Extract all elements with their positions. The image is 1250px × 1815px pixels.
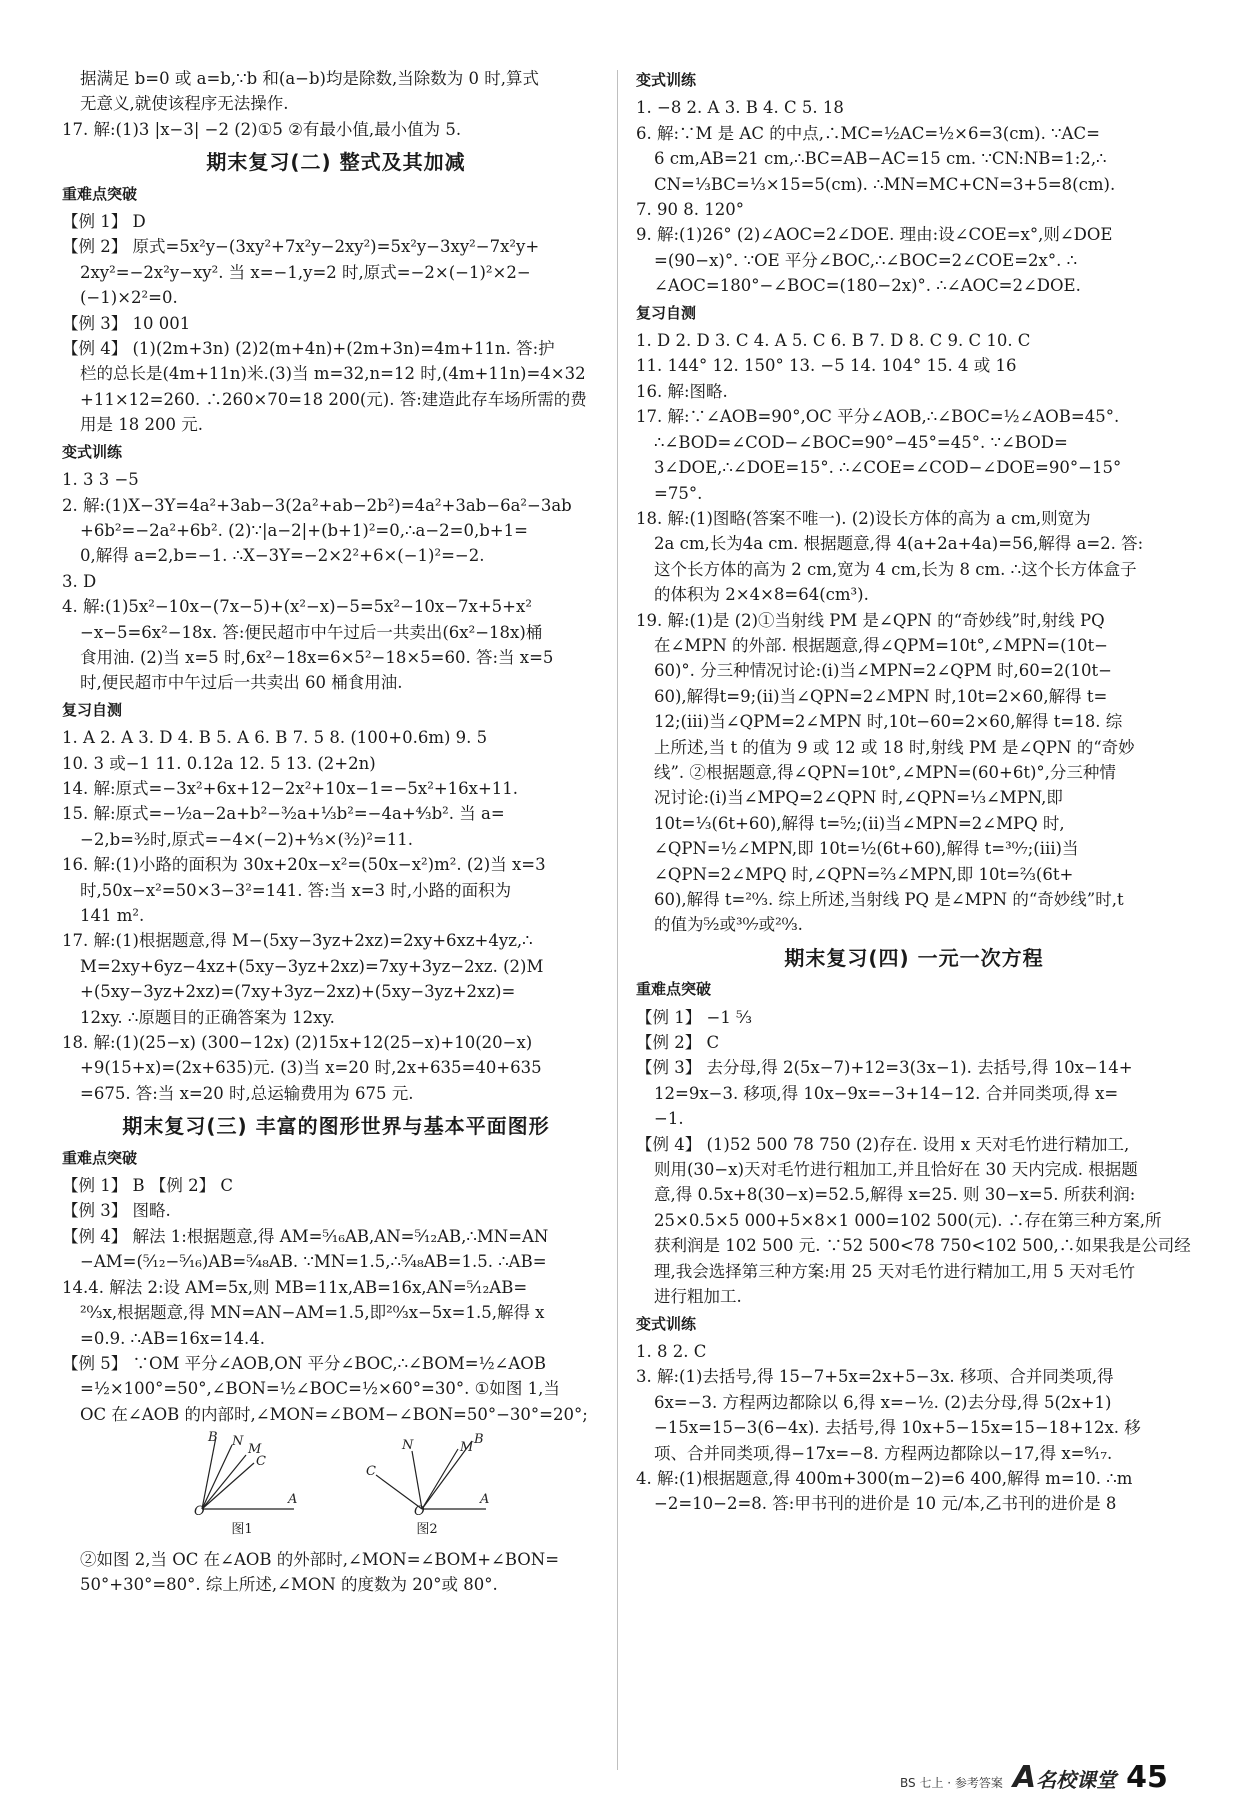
text-line: 14.4. 解法 2:设 AM=5x,则 MB=11x,AB=16x,AN=⁵⁄₁₂AB= (62, 1277, 528, 1297)
text-line: 16. 解:(1)小路的面积为 30x+20x−x²=(50x−x²)m². (2)当 x=3 (62, 855, 546, 875)
text-line: 进行粗加工. (654, 1287, 742, 1307)
text-line: 141 m². (80, 906, 145, 925)
svg-text:A: A (288, 1492, 298, 1508)
brand-name: 名校课堂 (1036, 1768, 1117, 1792)
text-line: −AM=(⁵⁄₁₂−⁵⁄₁₆)AB=⁵⁄₄₈AB. ∵MN=1.5,∴⁵⁄₄₈AB=1.5. ∴AB= (80, 1252, 547, 1272)
text-line: 时,便民超市中午过后一共卖出 60 桶食用油. (80, 673, 403, 693)
text-line: 10. 3 或−1 11. 0.12a 12. 5 13. (2+2n) (62, 753, 376, 773)
text-line: −15x=15−3(6−4x). 去括号,得 10x+5−15x=15−18+12x. 移 (654, 1418, 1141, 1438)
tests-list-3 (636, 328, 1192, 938)
text-line: +6b²=−2a²+6b². (2)∵|a−2|+(b+1)²=0,∴a−2=0,b+1= (80, 520, 528, 540)
text-line: 2. 解:(1)X−3Y=4a²+3ab−3(2a²+ab−2b²)=4a²+3ab−6a²−3ab (62, 495, 572, 515)
brand-letter: A (1012, 1760, 1037, 1795)
text-line: 1. A 2. A 3. D 4. B 5. A 6. B 7. 5 8. (100+0.6m) 9. 5 (62, 728, 488, 748)
text-line: 16. 解:图略. (636, 381, 728, 401)
figure-1-diagram (182, 1431, 302, 1517)
text-line: ²⁰⁄₃x,根据题意,得 MN=AN−AM=1.5,即²⁰⁄₃x−5x=1.5,解得 x (80, 1303, 545, 1323)
text-line: 的值为⁵⁄₂或³⁰⁄₇或²⁰⁄₃. (654, 915, 803, 935)
text-line: ∠QPN=½∠MPN,即 10t=½(6t+60),解得 t=³⁰⁄₇;(ⅲ)当 (654, 839, 1079, 859)
svg-text:O: O (414, 1504, 425, 1518)
text-line: 15. 解:原式=−½a−2a+b²−³⁄₂a+⅓b²=−4a+⁴⁄₃b². 当 a= (62, 804, 505, 824)
subheading-self-test-3: 复习自测 (636, 303, 697, 322)
text-line: =675. 答:当 x=20 时,总运输费用为 675 元. (80, 1083, 414, 1103)
text-line: =(90−x)°. ∵OE 平分∠BOC,∴∠BOC=2∠COE=2x°. ∴ (654, 250, 1078, 270)
svg-text:B: B (474, 1432, 484, 1448)
text-line: 1. −8 2. A 3. B 4. C 5. 18 (636, 98, 844, 118)
text-line: ∠AOC=180°−∠BOC=(180−2x)°. ∴∠AOC=2∠DOE. (654, 276, 1081, 296)
text-line: −x−5=6x²−18x. 答:便民超市中午过后一共卖出(6x²−18x)桶 (80, 622, 543, 642)
text-line: 12;(ⅲ)当∠QPM=2∠MPN 时,10t−60=2×60,解得 t=18. 综 (654, 712, 1123, 732)
figure-2 (362, 1431, 492, 1542)
text-line: 项、合并同类项,得−17x=−8. 方程两边都除以−17,得 x=⁸⁄₁₇. (654, 1443, 1113, 1463)
text-line: ∴∠BOD=∠COD−∠BOC=90°−45°=45°. ∵∠BOD= (654, 432, 1068, 452)
text-line: 【例 1】 −1 ⁵⁄₃ (636, 1007, 753, 1027)
text-line: 无意义,就使该程序无法操作. (80, 94, 289, 114)
subheading-variant-training-4: 变式训练 (636, 1314, 697, 1333)
text-line: 意,得 0.5x+8(30−x)=52.5,解得 x=25. 则 30−x=5. 所获利润: (654, 1185, 1136, 1205)
subheading-variant-training: 变式训练 (62, 442, 123, 461)
svg-text:C: C (366, 1464, 376, 1480)
svg-text:M: M (248, 1442, 262, 1458)
text-line: 【例 3】 10 001 (62, 313, 191, 333)
example-5-conclusion (62, 1547, 610, 1598)
text-line: 【例 1】 B 【例 2】 C (62, 1176, 233, 1196)
text-line: M=2xy+6yz−4xz+(5xy−3yz+2xz)=7xy+3yz−2xz. (2)M (80, 956, 544, 976)
text-line: 0,解得 a=2,b=−1. ∴X−3Y=−2×2²+6×(−1)²=−2. (80, 546, 485, 566)
text-line: 【例 3】 图略. (62, 1201, 171, 1221)
figure-2-label: 图2 (416, 1522, 438, 1538)
text-line: 18. 解:(1)(25−x) (300−12x) (2)15x+12(25−x)+10(20−x) (62, 1033, 533, 1053)
text-line: 【例 4】 解法 1:根据题意,得 AM=⁵⁄₁₆AB,AN=⁵⁄₁₂AB,∴MN=AN (62, 1226, 549, 1246)
tests-list (62, 725, 610, 1106)
text-line: 则用(30−x)天对毛竹进行粗加工,并且恰好在 30 天内完成. 根据题 (654, 1160, 1138, 1180)
text-line: 况讨论:(ⅰ)当∠MPQ=2∠QPN 时,∠QPN=⅓∠MPN,即 (654, 788, 1063, 808)
examples-list-3 (62, 1173, 610, 1427)
brand-logo (1013, 1760, 1116, 1795)
text-line: +11×12=260. ∴260×70=18 200(元). 答:建造此存车场所需的费 (80, 389, 587, 409)
column-divider (617, 70, 618, 1770)
text-line: 1. 3 3 −5 (62, 470, 139, 490)
text-line: 【例 3】 去分母,得 2(5x−7)+12=3(3x−1). 去括号,得 10x−14+ (636, 1058, 1133, 1078)
subheading-key-points-3: 重难点突破 (62, 1148, 138, 1167)
text-line: 的体积为 2×4×8=64(cm³). (654, 585, 869, 605)
text-line: 食用油. (2)当 x=5 时,6x²−18x=6×5²−18×5=60. 答:当 x=5 (80, 647, 554, 667)
text-line: 60)°. 分三种情况讨论:(ⅰ)当∠MPN=2∠QPM 时,60=2(10t− (654, 661, 1113, 681)
variants-list-3 (636, 95, 1192, 298)
text-line: 【例 2】 原式=5x²y−(3xy²+7x²y−2xy²)=5x²y−3xy²−7x²y+ (62, 237, 540, 257)
text-line: 25×0.5×5 000+5×8×1 000=102 500(元). ∴存在第三种方案,所 (654, 1210, 1162, 1230)
svg-text:N: N (232, 1434, 244, 1450)
figure-1-label: 图1 (231, 1522, 253, 1538)
right-column (636, 66, 1192, 1517)
svg-text:O: O (194, 1504, 205, 1518)
text-line: 9. 解:(1)26° (2)∠AOC=2∠DOE. 理由:设∠COE=x°,则∠DOE (636, 225, 1113, 245)
text-line: 3. D (62, 571, 97, 591)
text-line: 线”. ②根据题意,得∠QPN=10t°,∠MPN=(60+6t)°,分三种情 (654, 762, 1116, 782)
text-line: 10t=⅓(6t+60),解得 t=⁵⁄₂;(ⅱ)当∠MPN=2∠MPQ 时, (654, 813, 1065, 833)
text-line: −2,b=³⁄₂时,原式=−4×(−2)+⁴⁄₃×(³⁄₂)²=11. (80, 829, 414, 849)
variants-list-4 (636, 1339, 1192, 1517)
page-number: 45 (1126, 1760, 1168, 1795)
text-line: 【例 5】 ∵OM 平分∠AOB,ON 平分∠BOC,∴∠BOM=½∠AOB (62, 1353, 546, 1373)
svg-text:N: N (402, 1438, 414, 1454)
text-line: 4. 解:(1)5x²−10x−(7x−5)+(x²−x)−5=5x²−10x−7x+5+x² (62, 597, 532, 617)
variants-list (62, 467, 610, 696)
text-line: 12xy. ∴原题目的正确答案为 12xy. (80, 1007, 335, 1027)
text-line: ∠QPN=2∠MPQ 时,∠QPN=⅔∠MPN,即 10t=⅔(6t+ (654, 864, 1074, 884)
text-line: =75°. (654, 483, 703, 503)
text-line: CN=⅓BC=⅓×15=5(cm). ∴MN=MC+CN=3+5=8(cm). (654, 174, 1116, 194)
text-line: 6 cm,AB=21 cm,∴BC=AB−AC=15 cm. ∵CN:NB=1:2,∴ (654, 149, 1107, 169)
text-line: 14. 解:原式=−3x²+6x+12−2x²+10x−1=−5x²+16x+11. (62, 778, 519, 798)
text-line: 60),解得 t=²⁰⁄₃. 综上所述,当射线 PQ 是∠MPN 的“奇妙线”时,t (654, 890, 1124, 909)
text-line: 18. 解:(1)图略(答案不唯一). (2)设长方体的高为 a cm,则宽为 (636, 508, 1091, 528)
text-line: OC 在∠AOB 的内部时,∠MON=∠BOM−∠BON=50°−30°=20°; (80, 1404, 588, 1424)
subheading-key-points-4: 重难点突破 (636, 980, 712, 999)
text-line: 获利润是 102 500 元. ∵52 500<78 750<102 500,∴如果我是公司经 (654, 1236, 1191, 1256)
text-line: 4. 解:(1)根据题意,得 400m+300(m−2)=6 400,解得 m=10. ∴m (636, 1468, 1133, 1488)
q17-prev: 17. 解:(1)3 |x−3| −2 (2)①5 ②有最小值,最小值为 5. (62, 119, 462, 139)
text-line: −1. (654, 1109, 684, 1129)
text-line: 3. 解:(1)去括号,得 15−7+5x=2x+5−3x. 移项、合并同类项,得 (636, 1367, 1114, 1387)
left-column (62, 66, 610, 1597)
text-line: 据满足 b=0 或 a=b,∵b 和(a−b)均是除数,当除数为 0 时,算式 (80, 69, 539, 88)
text-line: 理,我会选择第三种方案:用 25 天对毛竹进行精加工,用 5 天对毛竹 (654, 1261, 1136, 1281)
footer-note: BS 七上 · 参考答案 (900, 1776, 1003, 1790)
examples-list-4 (636, 1005, 1192, 1310)
text-line: 栏的总长是(4m+11n)米.(3)当 m=32,n=12 时,(4m+11n)=4×32 (80, 364, 586, 384)
text-line: 50°+30°=80°. 综上所述,∠MON 的度数为 20°或 80°. (80, 1574, 498, 1594)
text-line: 6x=−3. 方程两边都除以 6,得 x=−½. (2)去分母,得 5(2x+1) (654, 1392, 1112, 1412)
text-line: 12=9x−3. 移项,得 10x−9x=−3+14−12. 合并同类项,得 x= (654, 1083, 1119, 1103)
text-line: 7. 90 8. 120° (636, 200, 744, 220)
text-line: 11. 144° 12. 150° 13. −5 14. 104° 15. 4 或 16 (636, 356, 1017, 376)
examples-list (62, 209, 610, 438)
text-line: 6. 解:∵M 是 AC 的中点,∴MC=½AC=½×6=3(cm). ∵AC= (636, 123, 1100, 143)
text-line: 1. 8 2. C (636, 1341, 707, 1361)
figure-1 (182, 1431, 302, 1542)
text-line: (−1)×2²=0. (80, 288, 178, 308)
text-line: 17. 解:(1)根据题意,得 M−(5xy−3yz+2xz)=2xy+6xz+4yz,∴ (62, 931, 533, 951)
text-line: 2a cm,长为4a cm. 根据题意,得 4(a+2a+4a)=56,解得 a=2. 答: (654, 534, 1144, 554)
text-line: =½×100°=50°,∠BON=½∠BOC=½×60°=30°. ①如图 1,当 (80, 1379, 560, 1399)
text-line: =0.9. ∴AB=16x=14.4. (80, 1328, 266, 1348)
section-title-3: 期末复习(三) 丰富的图形世界与基本平面图形 (122, 1114, 550, 1139)
angle-figures (62, 1431, 610, 1542)
subheading-self-test: 复习自测 (62, 700, 123, 719)
subheading-key-points: 重难点突破 (62, 184, 138, 203)
text-line: +9(15+x)=(2x+635)元. (3)当 x=20 时,2x+635=40+635 (80, 1058, 542, 1078)
text-line: 3∠DOE,∴∠DOE=15°. ∴∠COE=∠COD−∠DOE=90°−15° (654, 458, 1122, 478)
text-line: 17. 解:∵∠AOB=90°,OC 平分∠AOB,∴∠BOC=½∠AOB=45°. (636, 407, 1120, 427)
text-line: 60),解得t=9;(ⅱ)当∠QPN=2∠MPN 时,10t=2×60,解得 t= (654, 686, 1108, 706)
text-line: 2xy²=−2x²y−xy². 当 x=−1,y=2 时,原式=−2×(−1)²×2− (80, 262, 531, 282)
section-title-2: 期末复习(二) 整式及其加减 (206, 150, 466, 175)
text-line: 【例 2】 C (636, 1033, 720, 1053)
text-line: +(5xy−3yz+2xz)=(7xy+3yz−2xz)+(5xy−3yz+2xz)= (80, 982, 516, 1002)
svg-text:A: A (480, 1492, 490, 1508)
text-line: 【例 4】 (1)52 500 78 750 (2)存在. 设用 x 天对毛竹进行精加工, (636, 1134, 1130, 1154)
section-title-4: 期末复习(四) 一元一次方程 (784, 945, 1044, 970)
svg-text:B: B (208, 1431, 218, 1446)
text-line: 【例 1】 D (62, 212, 146, 232)
subheading-variant-training-3: 变式训练 (636, 71, 697, 89)
text-line: 这个长方体的高为 2 cm,宽为 4 cm,长为 8 cm. ∴这个长方体盒子 (654, 559, 1137, 579)
svg-text:M: M (460, 1440, 474, 1456)
text-line: 在∠MPN 的外部. 根据题意,得∠QPM=10t°,∠MPN=(10t− (654, 635, 1109, 655)
text-line: 时,50x−x²=50×3−3²=141. 答:当 x=3 时,小路的面积为 (80, 880, 512, 900)
text-line: ②如图 2,当 OC 在∠AOB 的外部时,∠MON=∠BOM+∠BON= (80, 1549, 560, 1569)
figure-2-diagram (362, 1431, 492, 1517)
text-line: 1. D 2. D 3. C 4. A 5. C 6. B 7. D 8. C 9. C 10. C (636, 331, 1031, 351)
text-line: −2=10−2=8. 答:甲书刊的进价是 10 元/本,乙书刊的进价是 8 (654, 1494, 1117, 1514)
text-line: 上所述,当 t 的值为 9 或 12 或 18 时,射线 PM 是∠QPN 的“奇妙 (654, 737, 1135, 757)
page-footer (900, 1760, 1168, 1795)
text-line: 用是 18 200 元. (80, 415, 203, 435)
text-line: 19. 解:(1)是 (2)①当射线 PM 是∠QPN 的“奇妙线”时,射线 PQ (636, 610, 1105, 630)
intro-lines (62, 66, 610, 117)
svg-text:C: C (256, 1454, 266, 1470)
text-line: 【例 4】 (1)(2m+3n) (2)2(m+4n)+(2m+3n)=4m+11n. 答:护 (62, 339, 555, 359)
